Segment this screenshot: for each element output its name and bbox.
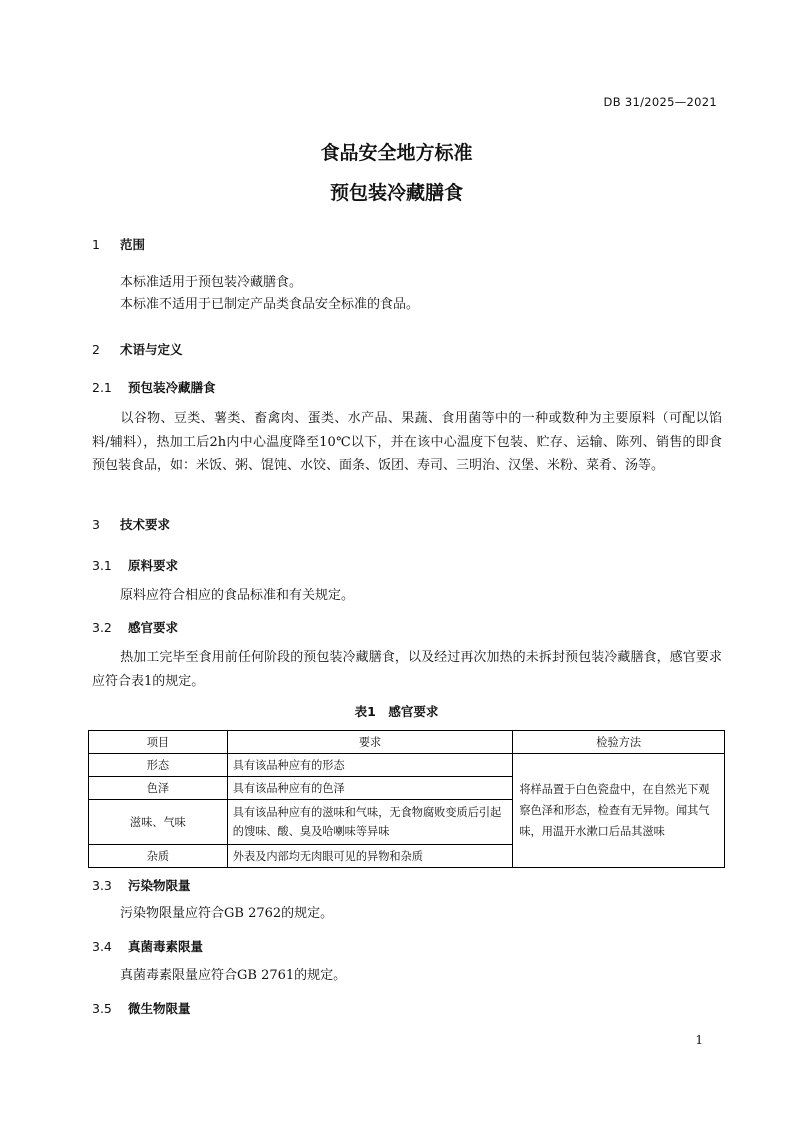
section-3-1-heading	[92, 556, 178, 574]
standard-subtitle: 预包装冷藏膳食	[329, 182, 463, 204]
table-row	[89, 754, 725, 777]
column-header: 检验方法	[513, 731, 725, 754]
item-cell: 杂质	[89, 845, 228, 868]
section-title: 微生物限量	[128, 1001, 191, 1016]
section-3-1-paragraph: 原料应符合相应的食品标准和有关规定。	[120, 588, 355, 603]
requirement-cell: 具有该品种应有的滋味和气味，无食物腐败变质后引起的馊味、酸、臭及哈喇味等异味	[227, 800, 513, 845]
requirement-cell: 具有该品种应有的色泽	[227, 777, 513, 800]
section-3-3-paragraph: 污染物限量应符合GB 2762的规定。	[120, 906, 334, 921]
requirement-cell: 外表及内部均无肉眼可见的异物和杂质	[227, 845, 513, 868]
section-3-3-heading	[92, 876, 191, 894]
section-3-heading	[92, 515, 170, 533]
section-2-heading	[92, 340, 183, 358]
section-number: 2	[92, 342, 100, 357]
column-header: 要求	[227, 731, 513, 754]
section-number: 3.2	[92, 620, 112, 635]
section-1-paragraph-1: 本标准适用于预包装冷藏膳食。	[120, 275, 303, 290]
section-2-1-paragraph: 以谷物、豆类、薯类、畜禽肉、蛋类、水产品、果蔬、食用菌等中的一种或数种为主要原料（可配以馅料/辅料），热加工后2h内中心温度降至10℃以下，并在该中心温度下包装、贮存、运输、陈列、销售的即食预包装食品，如：米饭、粥、馄饨、水饺、面条、饭团、寿司、三明治、汉堡、米粉、菜肴、汤等。	[92, 411, 722, 473]
section-number: 3.3	[92, 878, 112, 893]
section-title: 范围	[120, 237, 146, 252]
section-number: 3	[92, 517, 100, 532]
section-number: 3.1	[92, 558, 112, 573]
table-header-row	[89, 731, 725, 754]
section-number: 3.5	[92, 1001, 112, 1016]
standard-title: 食品安全地方标准	[320, 142, 473, 164]
requirement-cell: 具有该品种应有的形态	[227, 754, 513, 777]
item-cell: 色泽	[89, 777, 228, 800]
section-2-1-heading	[92, 378, 216, 396]
section-title: 污染物限量	[128, 878, 191, 893]
section-3-4-heading	[92, 937, 203, 955]
table-1-caption: 表1 感官要求	[354, 704, 439, 719]
section-3-5-heading	[92, 999, 191, 1017]
section-title: 术语与定义	[120, 342, 183, 357]
test-method-cell: 将样品置于白色瓷盘中，在自然光下观察色泽和形态，检查有无异物。闻其气味，用温开水漱口后品其滋味	[513, 754, 725, 868]
section-3-4-paragraph: 真菌毒素限量应符合GB 2761的规定。	[120, 968, 347, 983]
page-number: 1	[695, 1033, 703, 1047]
section-title: 技术要求	[120, 517, 171, 532]
section-number: 3.4	[92, 939, 112, 954]
section-title: 真菌毒素限量	[128, 939, 204, 954]
sensory-requirements-table	[88, 730, 725, 868]
section-number: 2.1	[92, 380, 112, 395]
section-3-2-heading	[92, 618, 178, 636]
section-title: 原料要求	[128, 558, 179, 573]
section-1-heading	[92, 235, 145, 253]
section-3-2-paragraph: 热加工完毕至食用前任何阶段的预包装冷藏膳食，以及经过再次加热的未拆封预包装冷藏膳食，感官要求应符合表1的规定。	[92, 650, 722, 689]
item-cell: 滋味、气味	[89, 800, 228, 845]
section-title: 预包装冷藏膳食	[128, 380, 216, 395]
section-1-paragraph-2: 本标准不适用于已制定产品类食品安全标准的食品。	[120, 297, 420, 312]
section-title: 感官要求	[128, 620, 179, 635]
item-cell: 形态	[89, 754, 228, 777]
document-number: DB 31/2025—2021	[603, 95, 717, 109]
section-number: 1	[92, 237, 100, 252]
column-header: 项目	[89, 731, 228, 754]
